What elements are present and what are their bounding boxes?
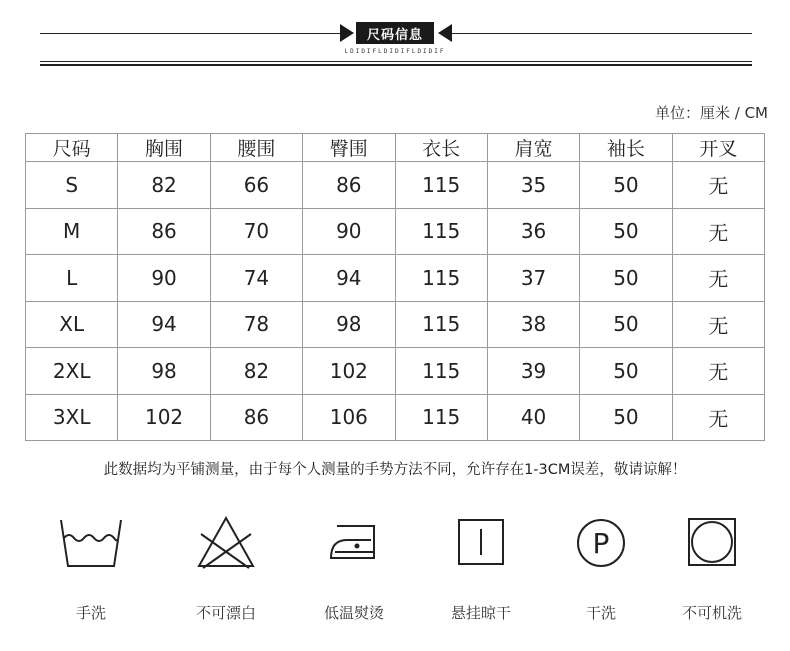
table-row	[26, 348, 765, 395]
table-row	[26, 255, 765, 302]
care-label: 低温熨烫	[323, 604, 384, 622]
column-header: 腰围	[210, 134, 302, 162]
header-rule-bottom-1	[40, 61, 752, 62]
care-label: 干洗	[585, 604, 616, 622]
table-cell: 86	[303, 162, 395, 209]
table-cell: 38	[487, 301, 579, 348]
care-item-low-iron	[299, 512, 409, 623]
size-table	[25, 133, 765, 441]
header-title: 尺码信息	[356, 22, 434, 44]
header-rule-right-top	[452, 33, 752, 34]
table-cell: 94	[118, 301, 210, 348]
care-label: 不可机洗	[681, 604, 742, 622]
table-row	[26, 301, 765, 348]
table-cell: 115	[395, 301, 487, 348]
column-header: 尺码	[26, 134, 118, 162]
table-cell: 90	[303, 208, 395, 255]
column-header: 胸围	[118, 134, 210, 162]
table-cell: 无	[672, 255, 764, 302]
no-bleach-icon	[191, 512, 261, 572]
table-cell: 115	[395, 162, 487, 209]
low-iron-icon	[319, 512, 389, 572]
care-item-no-tumble-dry	[657, 512, 767, 623]
column-header: 臀围	[303, 134, 395, 162]
table-cell: S	[26, 162, 118, 209]
table-cell: 82	[118, 162, 210, 209]
care-label: 不可漂白	[195, 604, 256, 622]
table-cell: XL	[26, 301, 118, 348]
table-cell: 115	[395, 348, 487, 395]
table-cell: 94	[303, 255, 395, 302]
table-cell: 50	[580, 348, 672, 395]
table-cell: 86	[118, 208, 210, 255]
table-cell: 115	[395, 255, 487, 302]
table-cell: 35	[487, 162, 579, 209]
table-cell: L	[26, 255, 118, 302]
hand-wash-icon	[56, 512, 126, 572]
table-cell: 无	[672, 301, 764, 348]
table-cell: 无	[672, 162, 764, 209]
table-cell: 36	[487, 208, 579, 255]
table-cell: 70	[210, 208, 302, 255]
table-cell: 50	[580, 162, 672, 209]
table-cell: 98	[303, 301, 395, 348]
column-header: 肩宽	[487, 134, 579, 162]
table-header-row	[26, 134, 765, 162]
header-flag-left	[340, 24, 354, 42]
table-cell: 102	[118, 394, 210, 441]
care-item-hand-wash	[36, 512, 146, 623]
unit-label: 单位：厘米 / CM	[654, 104, 768, 122]
table-cell: 50	[580, 208, 672, 255]
care-item-no-bleach	[171, 512, 281, 623]
table-cell: 106	[303, 394, 395, 441]
table-cell: 40	[487, 394, 579, 441]
column-header: 开叉	[672, 134, 764, 162]
header-flag-right	[438, 24, 452, 42]
header-subtitle: LDIDIFLDIDIFLDIDIF	[344, 48, 446, 55]
table-cell: 3XL	[26, 394, 118, 441]
dry-clean-icon	[566, 512, 636, 572]
table-cell: 无	[672, 394, 764, 441]
care-label: 手洗	[75, 604, 106, 622]
table-cell: 78	[210, 301, 302, 348]
care-item-hang-dry	[426, 512, 536, 623]
table-cell: 37	[487, 255, 579, 302]
table-cell: 98	[118, 348, 210, 395]
table-cell: 39	[487, 348, 579, 395]
table-row	[26, 394, 765, 441]
table-cell: 74	[210, 255, 302, 302]
table-cell: 86	[210, 394, 302, 441]
svg-text:P: P	[592, 527, 610, 560]
table-cell: M	[26, 208, 118, 255]
column-header: 衣长	[395, 134, 487, 162]
header-rule-bottom-2	[40, 64, 752, 66]
table-cell: 50	[580, 394, 672, 441]
header-rule-left-top	[40, 33, 340, 34]
table-cell: 50	[580, 301, 672, 348]
table-cell: 102	[303, 348, 395, 395]
measurement-note: 此数据均为平铺测量，由于每个人测量的手势方法不同，允许存在1-3CM误差，敬请谅解！	[103, 462, 687, 478]
table-row	[26, 162, 765, 209]
table-cell: 无	[672, 208, 764, 255]
table-cell: 115	[395, 208, 487, 255]
table-cell: 50	[580, 255, 672, 302]
table-cell: 82	[210, 348, 302, 395]
table-cell: 90	[118, 255, 210, 302]
column-header: 袖长	[580, 134, 672, 162]
table-row	[26, 208, 765, 255]
table-cell: 66	[210, 162, 302, 209]
table-cell: 115	[395, 394, 487, 441]
care-label: 悬挂晾干	[450, 604, 511, 622]
hang-dry-icon	[446, 512, 516, 572]
table-cell: 2XL	[26, 348, 118, 395]
no-tumble-dry-icon	[677, 512, 747, 572]
table-cell: 无	[672, 348, 764, 395]
care-item-dry-clean	[546, 512, 656, 623]
